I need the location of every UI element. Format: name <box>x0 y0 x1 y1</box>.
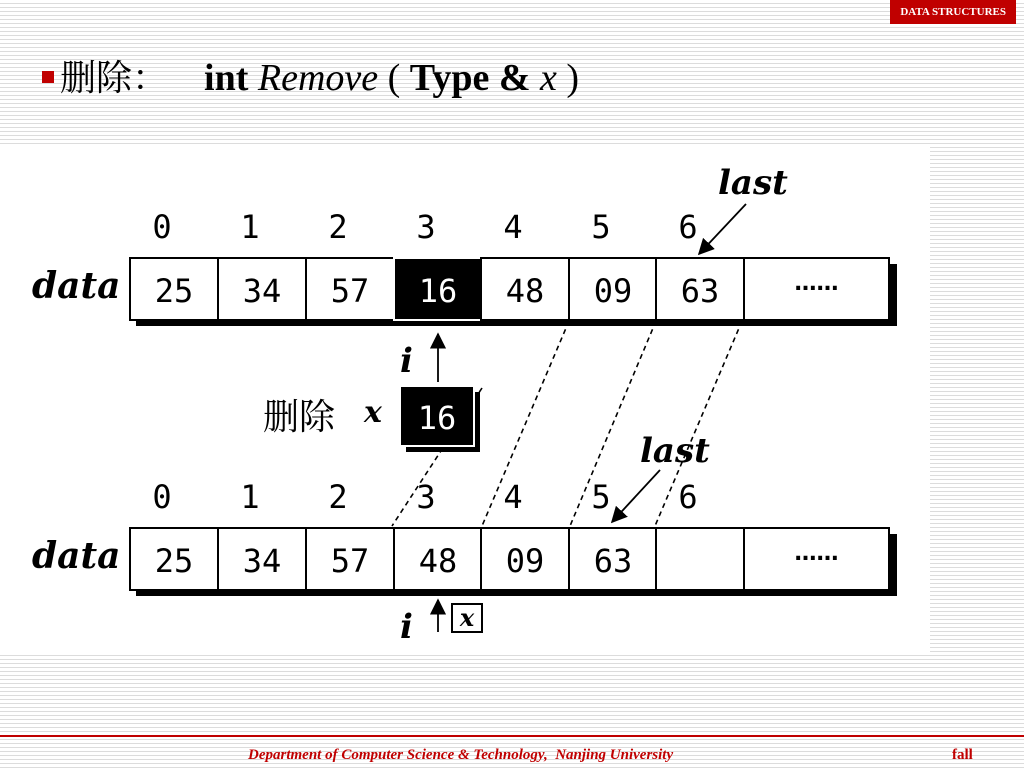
diagram-panel <box>0 146 930 654</box>
after-index-0: 0 <box>152 478 172 516</box>
last-label-bottom: last <box>640 431 710 471</box>
after-index-6: 6 <box>678 478 698 516</box>
after-index-5: 5 <box>591 478 611 516</box>
before-index-0: 0 <box>152 208 172 246</box>
after-cell-value-2: 57 <box>330 542 370 580</box>
before-cell-value-6: 63 <box>680 272 720 310</box>
before-ellipsis: …… <box>794 271 839 296</box>
last-label-top: last <box>718 163 788 203</box>
before-cell-value-1: 34 <box>242 272 282 310</box>
title-function-name: Remove <box>257 57 379 99</box>
before-index-3: 3 <box>416 208 436 246</box>
title-param-type: Type & <box>409 57 531 99</box>
slide-title <box>42 48 579 108</box>
before-index-2: 2 <box>328 208 348 246</box>
title-return-type: int <box>204 57 249 99</box>
title-open-paren: ( <box>387 57 401 99</box>
after-array-group <box>32 478 897 596</box>
after-cell-value-0: 25 <box>154 542 194 580</box>
after-data-label: data <box>32 535 121 577</box>
after-index-2: 2 <box>328 478 348 516</box>
after-cell-value-3: 48 <box>418 542 458 580</box>
delete-x-label: x <box>364 395 382 430</box>
after-cell-value-5: 63 <box>593 542 633 580</box>
title-close-paren: ) <box>566 57 580 99</box>
before-index-1: 1 <box>240 208 260 246</box>
footer-term: fall <box>952 747 973 763</box>
after-index-3: 3 <box>416 478 436 516</box>
footer-divider <box>0 735 1024 737</box>
shift-link-2 <box>570 321 656 526</box>
footer <box>0 744 1024 768</box>
title-label: 删除： <box>60 58 169 99</box>
shift-link-1 <box>482 321 569 526</box>
delete-label: 删除 <box>263 397 336 438</box>
before-index-4: 4 <box>503 208 523 246</box>
before-cell-value-0: 25 <box>154 272 194 310</box>
before-array-group <box>32 208 897 326</box>
before-index-6: 6 <box>678 208 698 246</box>
before-cell-value-3: 16 <box>418 272 458 310</box>
x-box-label: x <box>459 603 475 632</box>
before-data-label: data <box>32 265 121 307</box>
course-badge: DATA STRUCTURES <box>890 0 1016 24</box>
after-index-4: 4 <box>503 478 523 516</box>
bullet-square-icon <box>42 71 54 83</box>
i-label-bottom: i <box>400 607 413 647</box>
deleted-value: 16 <box>417 399 457 437</box>
after-cell-value-1: 34 <box>242 542 282 580</box>
last-arrow-bottom <box>612 470 660 522</box>
before-cell-value-2: 57 <box>330 272 370 310</box>
after-cell-value-4: 09 <box>505 542 545 580</box>
after-cell-6 <box>656 528 744 590</box>
after-index-1: 1 <box>240 478 260 516</box>
before-index-5: 5 <box>591 208 611 246</box>
shift-link-3 <box>655 321 742 526</box>
before-cell-value-4: 48 <box>505 272 545 310</box>
last-arrow-top <box>699 204 746 254</box>
removal-diagram <box>0 146 930 654</box>
before-cell-value-5: 09 <box>593 272 633 310</box>
footer-department: Department of Computer Science & Technology, Nanjing University <box>248 747 674 763</box>
title-param-name: x <box>539 57 557 99</box>
i-label-top: i <box>400 341 413 381</box>
after-ellipsis: …… <box>794 541 839 566</box>
